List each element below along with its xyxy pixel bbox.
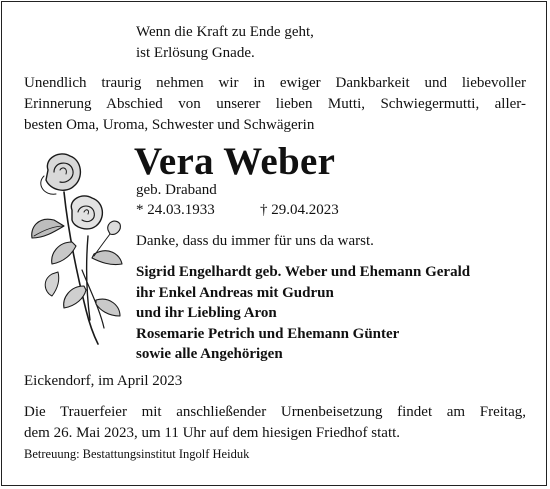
quote-line-2: ist Erlösung Gnade.: [136, 45, 255, 61]
roses-icon: [24, 150, 130, 346]
funeral-line-1: Die Trauerfeier mit anschließender Urnenbeisetzung findet am Freitag,: [24, 404, 526, 420]
life-dates: [136, 200, 339, 220]
quote-line-1: Wenn die Kraft zu Ende geht,: [136, 24, 314, 40]
mourner-line: ihr Enkel Andreas mit Gudrun: [136, 284, 334, 301]
funeral-home-credit: Betreuung: Bestattungsinstitut Ingolf Heiduk: [24, 447, 250, 461]
mourner-line: sowie alle Angehörigen: [136, 346, 283, 362]
place-date: Eickendorf, im April 2023: [24, 373, 183, 389]
mourners-list: [136, 262, 470, 365]
thanks-line: Danke, dass du immer für uns da warst.: [136, 233, 374, 249]
funeral-info: [24, 402, 526, 444]
mourner-line: Rosemarie Petrich und Ehemann Günter: [136, 325, 400, 342]
intro-line-1: Unendlich traurig nehmen wir in ewiger Dankbarkeit und liebevoller: [24, 75, 526, 91]
mourner-line: Sigrid Engelhardt geb. Weber und Ehemann Gerald: [136, 264, 471, 280]
deceased-name: Vera Weber: [134, 140, 336, 183]
funeral-line-2: dem 26. Mai 2023, um 11 Uhr auf dem hiesigen Friedhof statt.: [24, 425, 401, 441]
intro-text: [24, 73, 526, 136]
intro-line-2: Erinnerung Abschied von unserer lieben Mutti, Schwiegermutti, aller-: [24, 96, 526, 112]
intro-line-3: besten Oma, Uroma, Schwester und Schwägerin: [24, 117, 315, 133]
quote: [136, 22, 314, 64]
death-date: † 29.04.2023: [260, 202, 339, 218]
mourner-line: und ihr Liebling Aron: [136, 305, 277, 321]
maiden-name: geb. Draband: [136, 182, 217, 198]
birth-date: * 24.03.1933: [136, 202, 215, 218]
